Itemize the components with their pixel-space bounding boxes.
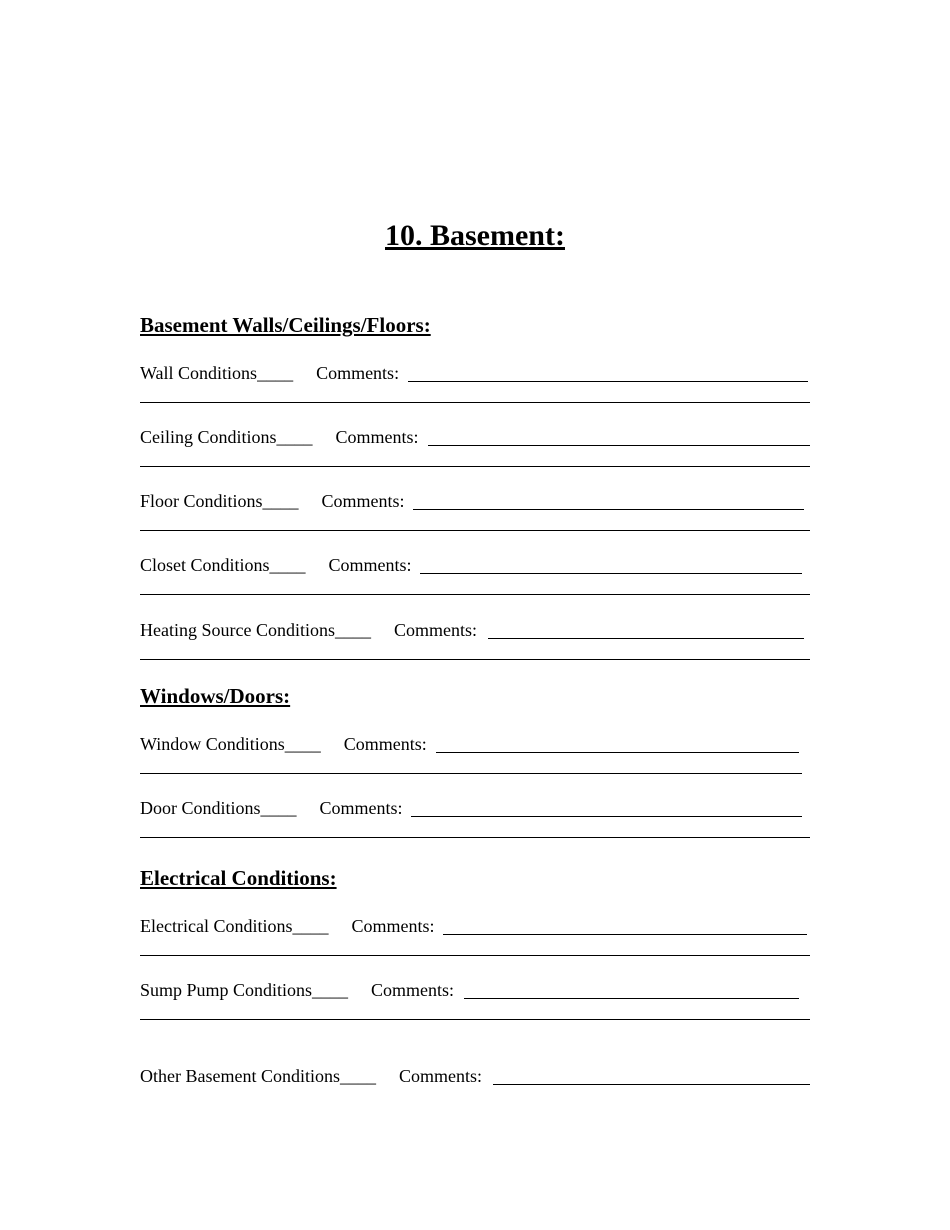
comments-label: Comments: bbox=[343, 734, 427, 754]
comment-line[interactable] bbox=[140, 402, 810, 403]
rating-blank[interactable]: ____ bbox=[260, 798, 297, 818]
comment-line[interactable] bbox=[408, 381, 808, 382]
field-label: Other Basement Conditions bbox=[140, 1066, 340, 1086]
rating-blank[interactable]: ____ bbox=[334, 620, 371, 640]
comment-line[interactable] bbox=[443, 934, 807, 935]
comments-label: Comments: bbox=[321, 491, 405, 511]
rating-blank[interactable]: ____ bbox=[284, 734, 321, 754]
field-row-window-conditions bbox=[140, 733, 427, 755]
comments-label: Comments: bbox=[393, 620, 477, 640]
comments-label: Comments: bbox=[328, 555, 412, 575]
rating-blank[interactable]: ____ bbox=[257, 363, 294, 383]
comments-label: Comments: bbox=[398, 1066, 482, 1086]
comments-label: Comments: bbox=[351, 916, 435, 936]
field-row-electrical-conditions bbox=[140, 915, 434, 937]
comment-line[interactable] bbox=[428, 445, 810, 446]
field-row-heating-source-conditions bbox=[140, 619, 477, 641]
field-row-door-conditions bbox=[140, 797, 403, 819]
rating-blank[interactable]: ____ bbox=[269, 555, 306, 575]
field-label: Electrical Conditions bbox=[140, 916, 293, 936]
comment-line[interactable] bbox=[140, 594, 810, 595]
comment-line[interactable] bbox=[464, 998, 799, 999]
comment-line[interactable] bbox=[140, 1019, 810, 1020]
comments-label: Comments: bbox=[319, 798, 403, 818]
section-heading-electrical-conditions: Electrical Conditions: bbox=[140, 866, 337, 890]
section-heading-walls-ceilings-floors: Basement Walls/Ceilings/Floors: bbox=[140, 313, 431, 337]
field-label: Closet Conditions bbox=[140, 555, 270, 575]
comment-line[interactable] bbox=[488, 638, 804, 639]
comments-label: Comments: bbox=[335, 427, 419, 447]
field-label: Ceiling Conditions bbox=[140, 427, 277, 447]
comment-line[interactable] bbox=[420, 573, 802, 574]
comment-line[interactable] bbox=[411, 816, 802, 817]
field-label: Wall Conditions bbox=[140, 363, 258, 383]
section-heading-windows-doors: Windows/Doors: bbox=[140, 684, 291, 708]
rating-blank[interactable]: ____ bbox=[312, 980, 349, 1000]
field-label: Sump Pump Conditions bbox=[140, 980, 313, 1000]
field-row-floor-conditions bbox=[140, 490, 405, 512]
field-row-closet-conditions bbox=[140, 554, 412, 576]
field-label: Door Conditions bbox=[140, 798, 261, 818]
comment-line[interactable] bbox=[493, 1084, 810, 1085]
field-label: Window Conditions bbox=[140, 734, 285, 754]
comment-line[interactable] bbox=[413, 509, 804, 510]
field-label: Heating Source Conditions bbox=[140, 620, 335, 640]
comment-line[interactable] bbox=[436, 752, 799, 753]
comment-line[interactable] bbox=[140, 530, 810, 531]
rating-blank[interactable]: ____ bbox=[339, 1066, 376, 1086]
comment-line[interactable] bbox=[140, 955, 810, 956]
field-row-other-basement-conditions bbox=[140, 1065, 482, 1087]
field-row-ceiling-conditions bbox=[140, 426, 419, 448]
page-title: 10. Basement: bbox=[385, 219, 565, 252]
comments-label: Comments: bbox=[371, 980, 455, 1000]
rating-blank[interactable]: ____ bbox=[292, 916, 329, 936]
field-label: Floor Conditions bbox=[140, 491, 263, 511]
comments-label: Comments: bbox=[316, 363, 400, 383]
comment-line[interactable] bbox=[140, 773, 802, 774]
field-row-sump-pump-conditions bbox=[140, 979, 454, 1001]
rating-blank[interactable]: ____ bbox=[262, 491, 299, 511]
field-row-wall-conditions bbox=[140, 362, 399, 384]
comment-line[interactable] bbox=[140, 837, 810, 838]
comment-line[interactable] bbox=[140, 466, 810, 467]
rating-blank[interactable]: ____ bbox=[276, 427, 313, 447]
comment-line[interactable] bbox=[140, 659, 810, 660]
